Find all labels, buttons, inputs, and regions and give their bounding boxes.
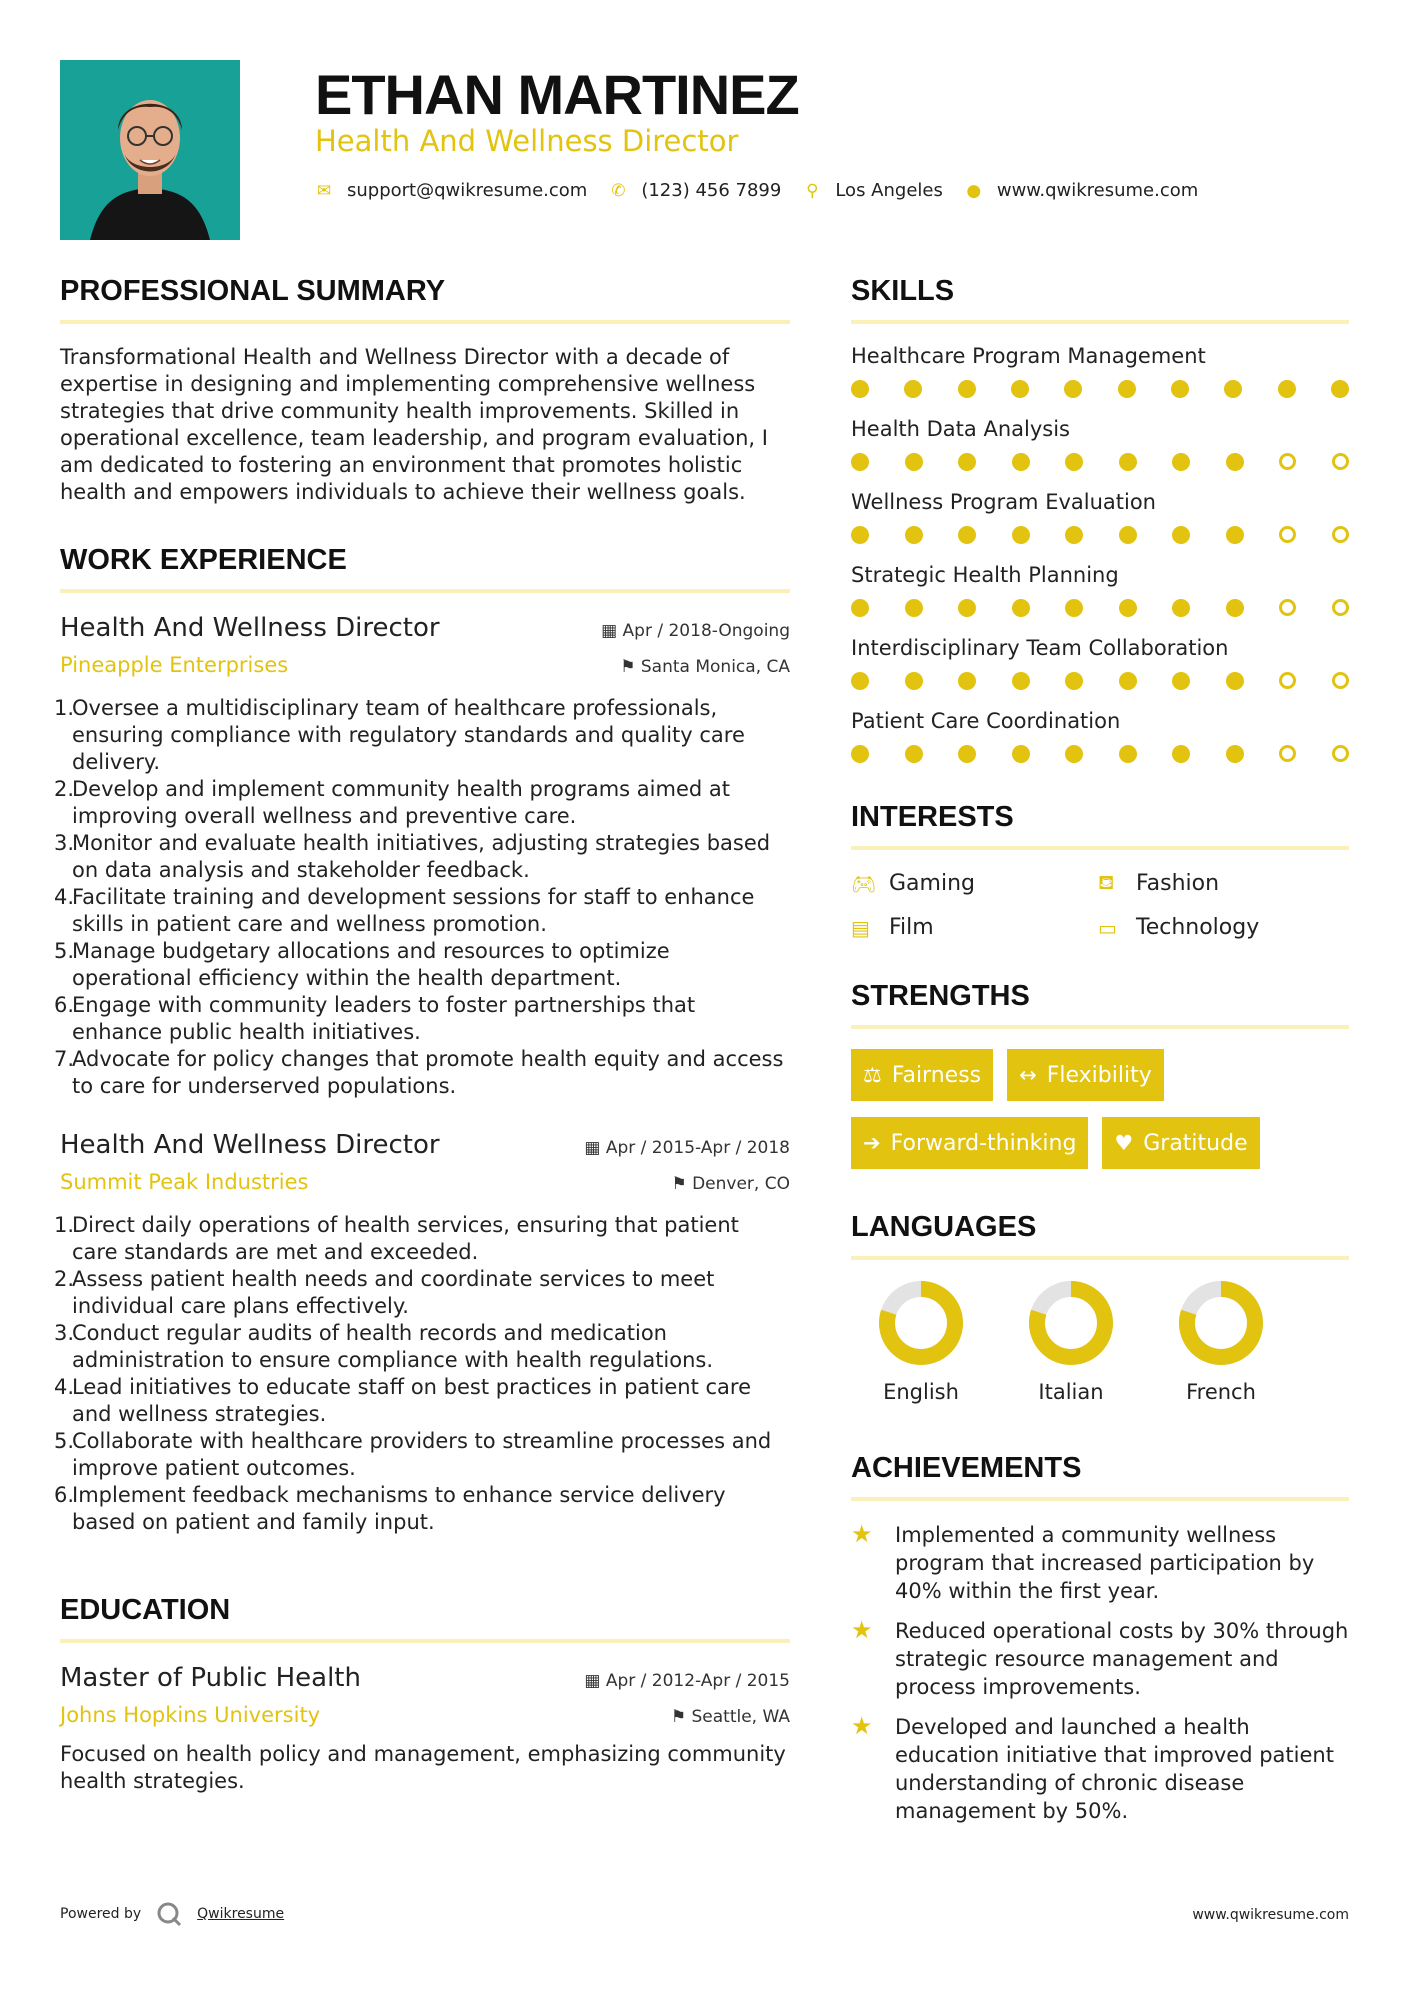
- job-date: [601, 621, 790, 641]
- calendar-icon: ▦: [584, 1138, 606, 1158]
- list-item: 2. Assess patient health needs and coordinate services to meet individual care plans effectively.: [54, 1267, 715, 1318]
- rating-dot-empty: [1279, 672, 1296, 689]
- strength-chip: [851, 1049, 993, 1101]
- education-description: Focused on health policy and management, emphasizing community health strategies.: [60, 1742, 786, 1793]
- job-entry: [54, 613, 790, 1100]
- calendar-icon: ▦: [601, 621, 623, 641]
- list-item: 5. Collaborate with healthcare providers to streamline processes and improve patient outcomes.: [54, 1429, 772, 1480]
- rating-dot-empty: [1279, 599, 1296, 616]
- footer-website[interactable]: www.qwikresume.com: [1192, 1907, 1349, 1923]
- language-item: [861, 1280, 981, 1404]
- map-marker-icon: ⚲: [806, 180, 819, 201]
- achievement-item: [851, 1713, 1349, 1825]
- job-duties: [54, 695, 790, 1100]
- rating-dot-empty: [1332, 453, 1349, 470]
- rating-dot-filled: [851, 672, 869, 690]
- candidate-title: Health And Wellness Director: [315, 124, 739, 158]
- rating-dot-filled: [1226, 453, 1244, 471]
- star-icon: ★: [851, 1712, 873, 1740]
- summary-heading: PROFESSIONAL SUMMARY: [60, 275, 790, 324]
- skill-name: Wellness Program Evaluation: [851, 490, 1156, 514]
- rating-dot-filled: [1226, 526, 1244, 544]
- rating-dot-filled: [1118, 380, 1136, 398]
- balance-scale-icon: ⚖: [863, 1063, 882, 1087]
- rating-dot-filled: [851, 453, 869, 471]
- list-item: 1. Direct daily operations of health services, ensuring that patient care standards are met and exceeded.: [54, 1213, 739, 1264]
- strength-label: Fairness: [891, 1062, 982, 1088]
- rating-dot-filled: [958, 599, 976, 617]
- star-icon: ★: [851, 1616, 873, 1644]
- achievements-list: [851, 1521, 1349, 1825]
- left-column: [54, 275, 790, 1795]
- rating-dot-filled: [1331, 380, 1349, 398]
- rating-dot-filled: [905, 526, 923, 544]
- rating-dot-filled: [1011, 380, 1029, 398]
- languages-heading: LANGUAGES: [851, 1211, 1349, 1260]
- achievement-text: Developed and launched a health education initiative that improved patient understanding of chronic disease management by 50%.: [895, 1715, 1334, 1823]
- interest-label: Film: [889, 915, 934, 940]
- language-level-ring: [878, 1280, 964, 1366]
- phone-icon: ✆: [611, 180, 626, 201]
- skill-rating: [851, 599, 1349, 617]
- language-name: English: [883, 1380, 959, 1404]
- skill-item: [851, 636, 1349, 690]
- laptop-icon: ▭: [1098, 915, 1117, 940]
- achievement-text: Reduced operational costs by 30% through strategic resource management and process improvements.: [895, 1619, 1349, 1699]
- pin-icon: ⚑: [671, 1174, 693, 1194]
- rating-dot-filled: [1065, 745, 1083, 763]
- interest-label: Gaming: [889, 871, 975, 896]
- strengths-list: [851, 1049, 1321, 1169]
- skill-rating: [851, 526, 1349, 544]
- right-column: [851, 275, 1349, 1837]
- rating-dot-filled: [1226, 599, 1244, 617]
- arrow-right-icon: ➔: [863, 1131, 881, 1155]
- rating-dot-filled: [1226, 745, 1244, 763]
- rating-dot-filled: [1065, 526, 1083, 544]
- rating-dot-filled: [1226, 672, 1244, 690]
- list-item: 2. Develop and implement community health programs aimed at improving overall wellness and preventive care.: [54, 777, 730, 828]
- rating-dot-filled: [1172, 745, 1190, 763]
- pin-icon: ⚑: [670, 1707, 692, 1727]
- language-item: [1161, 1280, 1281, 1404]
- email-text: support@qwikresume.com: [347, 180, 588, 201]
- interest-label: Technology: [1136, 915, 1260, 940]
- rating-dot-empty: [1279, 745, 1296, 762]
- strength-chip: [1102, 1117, 1259, 1169]
- contact-email[interactable]: [315, 180, 587, 201]
- skill-name: Strategic Health Planning: [851, 563, 1119, 587]
- gamepad-icon: 🎮︎: [851, 871, 877, 896]
- candidate-name: ETHAN MARTINEZ: [315, 63, 799, 126]
- rating-dot-filled: [905, 672, 923, 690]
- skill-rating: [851, 453, 1349, 471]
- skill-item: [851, 563, 1349, 617]
- skill-name: Interdisciplinary Team Collaboration: [851, 636, 1229, 660]
- summary-text: Transformational Health and Wellness Director with a decade of expertise in designing and implementing comprehensive wellness strategies that drive community health improvements. Skilled in operational excellence, team leadership, and program evaluation, I am dedicated to fostering an environment that promotes holistic health and empowers individuals to achieve their wellness goals.: [60, 345, 768, 504]
- interest-item: [851, 870, 1098, 897]
- rating-dot-filled: [851, 599, 869, 617]
- heart-icon: ♥: [1114, 1131, 1134, 1155]
- rating-dot-filled: [1065, 453, 1083, 471]
- job-location-text: Santa Monica, CA: [640, 657, 790, 677]
- avatar: [60, 60, 240, 240]
- rating-dot-filled: [1172, 599, 1190, 617]
- job-company: Pineapple Enterprises: [60, 653, 289, 677]
- footer-powered: [60, 1900, 284, 1928]
- job-title: Health And Wellness Director: [60, 613, 440, 643]
- rating-dot-filled: [958, 526, 976, 544]
- rating-dot-filled: [851, 380, 869, 398]
- job-location-text: Denver, CO: [692, 1174, 790, 1194]
- education-date: [584, 1671, 790, 1691]
- skill-item: [851, 344, 1349, 398]
- interests-heading: INTERESTS: [851, 801, 1349, 850]
- contact-website[interactable]: [965, 180, 1198, 201]
- interest-item: [1098, 915, 1348, 940]
- strength-chip: [1007, 1049, 1164, 1101]
- achievement-item: [851, 1617, 1349, 1701]
- rating-dot-filled: [1064, 380, 1082, 398]
- pin-icon: ⚑: [620, 657, 641, 677]
- rating-dot-filled: [1172, 672, 1190, 690]
- list-item: 6. Engage with community leaders to foster partnerships that enhance public health initiatives.: [54, 993, 696, 1044]
- rating-dot-filled: [1065, 672, 1083, 690]
- job-duties: [54, 1212, 790, 1536]
- skill-rating: [851, 380, 1349, 398]
- rating-dot-filled: [1119, 526, 1137, 544]
- phone-text: (123) 456 7899: [641, 180, 782, 201]
- skill-item: [851, 490, 1349, 544]
- job-date: [584, 1138, 790, 1158]
- website-text: www.qwikresume.com: [996, 180, 1199, 201]
- skill-rating: [851, 745, 1349, 763]
- rating-dot-filled: [1119, 672, 1137, 690]
- skill-item: [851, 417, 1349, 471]
- education-location-text: Seattle, WA: [691, 1707, 790, 1727]
- list-item: 1. Oversee a multidisciplinary team of healthcare professionals, ensuring compliance with regulatory standards and quality care delivery.: [54, 696, 745, 774]
- job-date-text: Apr / 2018-Ongoing: [622, 621, 790, 641]
- calendar-icon: ▦: [584, 1671, 606, 1691]
- interests-list: [851, 870, 1349, 940]
- list-item: 4. Facilitate training and development sessions for staff to enhance skills in patient care and wellness promotion.: [54, 885, 755, 936]
- language-name: French: [1186, 1380, 1256, 1404]
- interest-item: [1098, 870, 1348, 897]
- qwikresume-logo-icon: [155, 1900, 183, 1928]
- shopping-bag-icon: ⛾: [1098, 870, 1115, 894]
- list-item: 5. Manage budgetary allocations and resources to optimize operational efficiency within the health department.: [54, 939, 670, 990]
- rating-dot-filled: [1119, 599, 1137, 617]
- rating-dot-filled: [1172, 453, 1190, 471]
- rating-dot-filled: [905, 745, 923, 763]
- strength-label: Forward-thinking: [890, 1130, 1077, 1156]
- skill-name: Healthcare Program Management: [851, 344, 1206, 368]
- rating-dot-filled: [958, 745, 976, 763]
- achievements-heading: ACHIEVEMENTS: [851, 1452, 1349, 1501]
- contact-location: [803, 180, 943, 201]
- interest-item: [851, 915, 1098, 940]
- rating-dot-filled: [1012, 599, 1030, 617]
- language-name: Italian: [1038, 1380, 1104, 1404]
- language-level-ring: [1178, 1280, 1264, 1366]
- rating-dot-filled: [1012, 745, 1030, 763]
- strength-chip: [851, 1117, 1088, 1169]
- rating-dot-filled: [1012, 526, 1030, 544]
- job-company: Summit Peak Industries: [60, 1170, 309, 1194]
- rating-dot-filled: [851, 745, 869, 763]
- job-location: [671, 1174, 790, 1194]
- brand-link[interactable]: Qwikresume: [197, 1906, 285, 1922]
- interest-label: Fashion: [1136, 871, 1220, 896]
- school-name: Johns Hopkins University: [60, 1703, 321, 1727]
- location-text: Los Angeles: [835, 180, 943, 201]
- rating-dot-filled: [1224, 380, 1242, 398]
- skills-heading: SKILLS: [851, 275, 1349, 324]
- rating-dot-filled: [1119, 745, 1137, 763]
- list-item: 3. Conduct regular audits of health records and medication administration to ensure compliance with health regulations.: [54, 1321, 714, 1372]
- languages-list: [861, 1280, 1281, 1404]
- rating-dot-filled: [904, 380, 922, 398]
- strengths-heading: STRENGTHS: [851, 980, 1349, 1029]
- globe-icon: ●: [966, 180, 982, 201]
- degree-title: Master of Public Health: [60, 1663, 361, 1693]
- job-entry: [54, 1130, 790, 1536]
- film-icon: ▤: [851, 915, 870, 940]
- strength-label: Flexibility: [1046, 1062, 1152, 1088]
- list-item: 6. Implement feedback mechanisms to enhance service delivery based on patient and family input.: [54, 1483, 726, 1534]
- rating-dot-empty: [1279, 453, 1296, 470]
- rating-dot-filled: [958, 380, 976, 398]
- envelope-icon: ✉: [316, 180, 332, 201]
- rating-dot-empty: [1279, 526, 1296, 543]
- rating-dot-empty: [1332, 672, 1349, 689]
- list-item: 3. Monitor and evaluate health initiatives, adjusting strategies based on data analysis and stakeholder feedback.: [54, 831, 771, 882]
- achievement-item: [851, 1521, 1349, 1605]
- rating-dot-filled: [851, 526, 869, 544]
- rating-dot-filled: [905, 453, 923, 471]
- list-item: 4. Lead initiatives to educate staff on best practices in patient care and wellness strategies.: [54, 1375, 752, 1426]
- rating-dot-empty: [1332, 599, 1349, 616]
- profile-photo: [60, 60, 240, 240]
- education-heading: EDUCATION: [60, 1594, 790, 1643]
- job-date-text: Apr / 2015-Apr / 2018: [605, 1138, 790, 1158]
- language-level-ring: [1028, 1280, 1114, 1366]
- arrows-horizontal-icon: ↔: [1019, 1063, 1037, 1087]
- rating-dot-filled: [1171, 380, 1189, 398]
- rating-dot-filled: [1119, 453, 1137, 471]
- list-item: 7. Advocate for policy changes that promote health equity and access to care for underserved populations.: [54, 1047, 784, 1098]
- skill-rating: [851, 672, 1349, 690]
- rating-dot-filled: [1012, 453, 1030, 471]
- education-location: [671, 1707, 790, 1727]
- experience-heading: WORK EXPERIENCE: [60, 544, 790, 593]
- rating-dot-filled: [958, 672, 976, 690]
- skill-item: [851, 709, 1349, 763]
- rating-dot-filled: [958, 453, 976, 471]
- skill-name: Health Data Analysis: [851, 417, 1070, 441]
- rating-dot-filled: [1065, 599, 1083, 617]
- rating-dot-filled: [1172, 526, 1190, 544]
- job-location: [620, 657, 790, 677]
- rating-dot-filled: [1012, 672, 1030, 690]
- education-date-text: Apr / 2012-Apr / 2015: [605, 1671, 790, 1691]
- rating-dot-empty: [1332, 526, 1349, 543]
- achievement-text: Implemented a community wellness program that increased participation by 40% within the first year.: [895, 1523, 1315, 1603]
- language-item: [1011, 1280, 1131, 1404]
- rating-dot-empty: [1332, 745, 1349, 762]
- contact-bar: [315, 180, 1220, 201]
- education-entry: [60, 1663, 790, 1795]
- strength-label: Gratitude: [1143, 1130, 1248, 1156]
- star-icon: ★: [851, 1520, 873, 1548]
- powered-by-text: Powered by: [60, 1906, 142, 1922]
- rating-dot-filled: [1278, 380, 1296, 398]
- skill-name: Patient Care Coordination: [851, 709, 1121, 733]
- job-title: Health And Wellness Director: [60, 1130, 440, 1160]
- rating-dot-filled: [905, 599, 923, 617]
- skills-list: [851, 344, 1349, 763]
- contact-phone[interactable]: [609, 180, 781, 201]
